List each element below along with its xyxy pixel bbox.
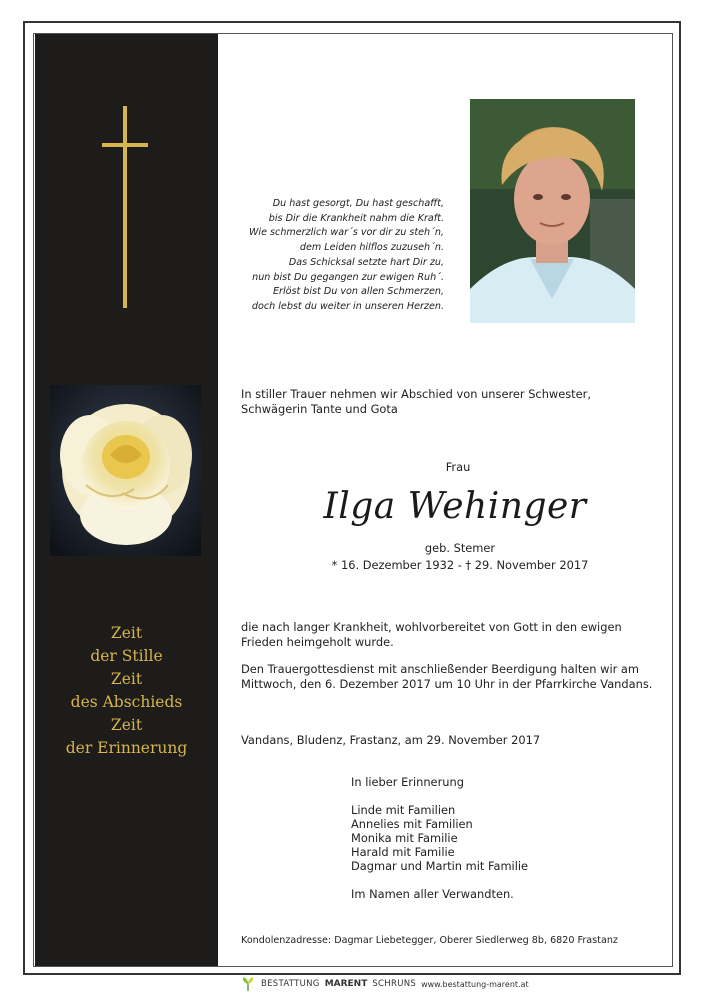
- maiden-name: geb. Stemer: [424, 541, 496, 555]
- list-item: Dagmar und Martin mit Familie: [351, 859, 529, 873]
- paragraph-passing: die nach langer Krankheit, wohlvorbereitet von Gott in den ewigen Frieden heimgeholt wurde.: [241, 620, 622, 649]
- condolence-address: Kondolenzadresse: Dagmar Liebetegger, Oberer Siedlerweg 8b, 6820 Frastanz: [241, 935, 618, 946]
- sidebar-poem-line: der Erinnerung: [65, 739, 188, 757]
- portrait-photo: [470, 99, 635, 323]
- sidebar-poem-line: Zeit: [110, 670, 143, 688]
- life-dates: * 16. Dezember 1932 - † 29. November 2017: [331, 558, 589, 572]
- verse-line: doch lebst du weiter in unseren Herzen.: [251, 300, 444, 312]
- list-item: Annelies mit Familien: [351, 817, 473, 831]
- sidebar-poem-line: der Stille: [90, 647, 163, 665]
- footer-brand-prefix: BESTATTUNG: [261, 979, 320, 989]
- verse-line: Erlöst bist Du von allen Schmerzen,: [272, 286, 444, 298]
- footer: [240, 975, 529, 993]
- verse-line: Du hast gesorgt, Du hast geschafft,: [272, 198, 444, 209]
- rose-image: [50, 385, 201, 556]
- sidebar-poem-line: Zeit: [110, 624, 143, 642]
- cross-icon: [102, 106, 148, 308]
- sidebar-poem: [35, 622, 218, 760]
- footer-website[interactable]: www.bestattung-marent.at: [421, 979, 529, 989]
- sidebar-poem-line: des Abschieds: [70, 693, 183, 711]
- family-list: [351, 803, 601, 873]
- all-relatives: Im Namen aller Verwandten.: [351, 887, 514, 901]
- memorial-verse: [236, 197, 444, 315]
- in-memory-heading: In lieber Erinnerung: [351, 775, 464, 789]
- leaf-logo-icon: [240, 976, 256, 992]
- intro-text: In stiller Trauer nehmen wir Abschied von unserer Schwester, Schwägerin Tante und Gota: [241, 387, 591, 416]
- paragraph-service: Den Trauergottesdienst mit anschließender Beerdigung halten wir am Mittwoch, den 6. Dezember 2017 um 10 Uhr in der Pfarrkirche Vandans.: [241, 662, 653, 691]
- deceased-name: Ilga Wehinger: [323, 486, 587, 527]
- verse-line: nun bist Du gegangen zur ewigen Ruh´.: [252, 271, 444, 283]
- place-date: Vandans, Bludenz, Frastanz, am 29. November 2017: [241, 733, 541, 747]
- footer-brand-name: MARENT: [324, 979, 368, 989]
- title-text: Frau: [445, 460, 471, 474]
- list-item: Harald mit Familie: [351, 845, 455, 859]
- list-item: Monika mit Familie: [351, 831, 458, 845]
- verse-line: bis Dir die Krankheit nahm die Kraft.: [268, 212, 444, 224]
- sidebar-poem-line: Zeit: [110, 716, 143, 734]
- verse-line: Wie schmerzlich war´s vor dir zu steh´n,: [248, 227, 444, 239]
- verse-line: Das Schicksal setzte hart Dir zu,: [288, 256, 444, 268]
- list-item: Linde mit Familien: [351, 803, 456, 817]
- footer-brand-place: SCHRUNS: [372, 979, 417, 989]
- verse-line: dem Leiden hilflos zuzuseh´n.: [299, 242, 444, 254]
